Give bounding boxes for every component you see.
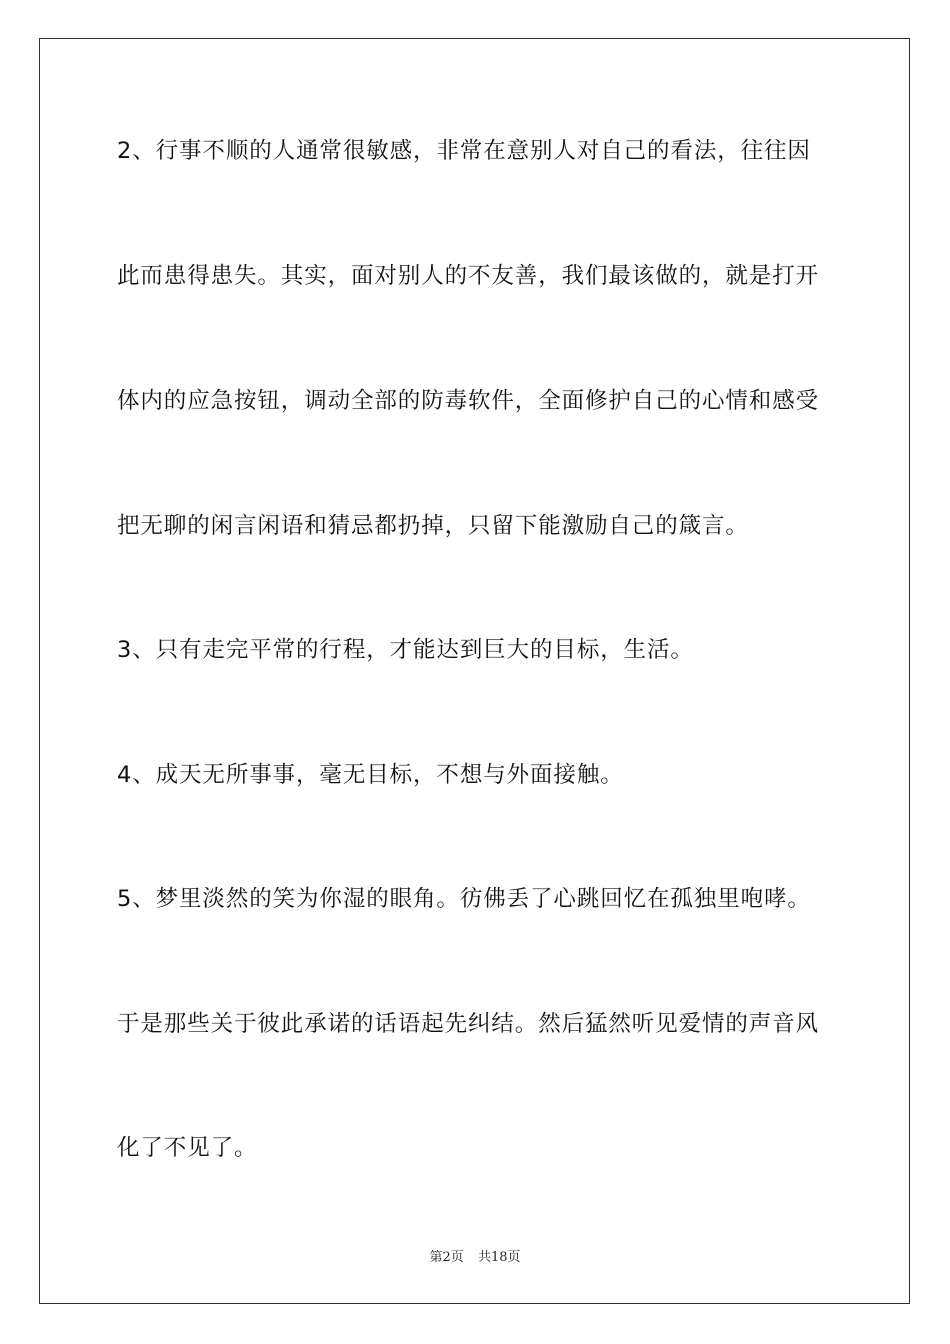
- paragraph-line: 此而患得患失。其实，面对别人的不友善，我们最该做的，就是打开: [117, 263, 820, 289]
- paragraph-line: 2、行事不顺的人通常很敏感，非常在意别人对自己的看法，往往因: [117, 138, 811, 164]
- paragraph-line: 体内的应急按钮，调动全部的防毒软件，全面修护自己的心情和感受: [117, 388, 820, 414]
- paragraph-line: 3、只有走完平常的行程，才能达到巨大的目标，生活。: [117, 637, 694, 663]
- page-number: 第2页: [429, 1250, 464, 1265]
- page-total: 共18页: [477, 1250, 521, 1265]
- paragraph-line: 4、成天无所事事，毫无目标，不想与外面接触。: [117, 762, 624, 788]
- paragraph-line: 于是那些关于彼此承诺的话语起先纠结。然后猛然听见爱情的声音风: [117, 1011, 820, 1037]
- page-border: [39, 38, 910, 1304]
- page-footer: [0, 1246, 950, 1265]
- paragraph-line: 5、梦里淡然的笑为你湿的眼角。彷佛丢了心跳回忆在孤独里咆哮。: [117, 886, 811, 912]
- paragraph-line: 化了不见了。: [117, 1135, 258, 1161]
- paragraph-line: 把无聊的闲言闲语和猜忌都扔掉，只留下能激励自己的箴言。: [117, 513, 749, 539]
